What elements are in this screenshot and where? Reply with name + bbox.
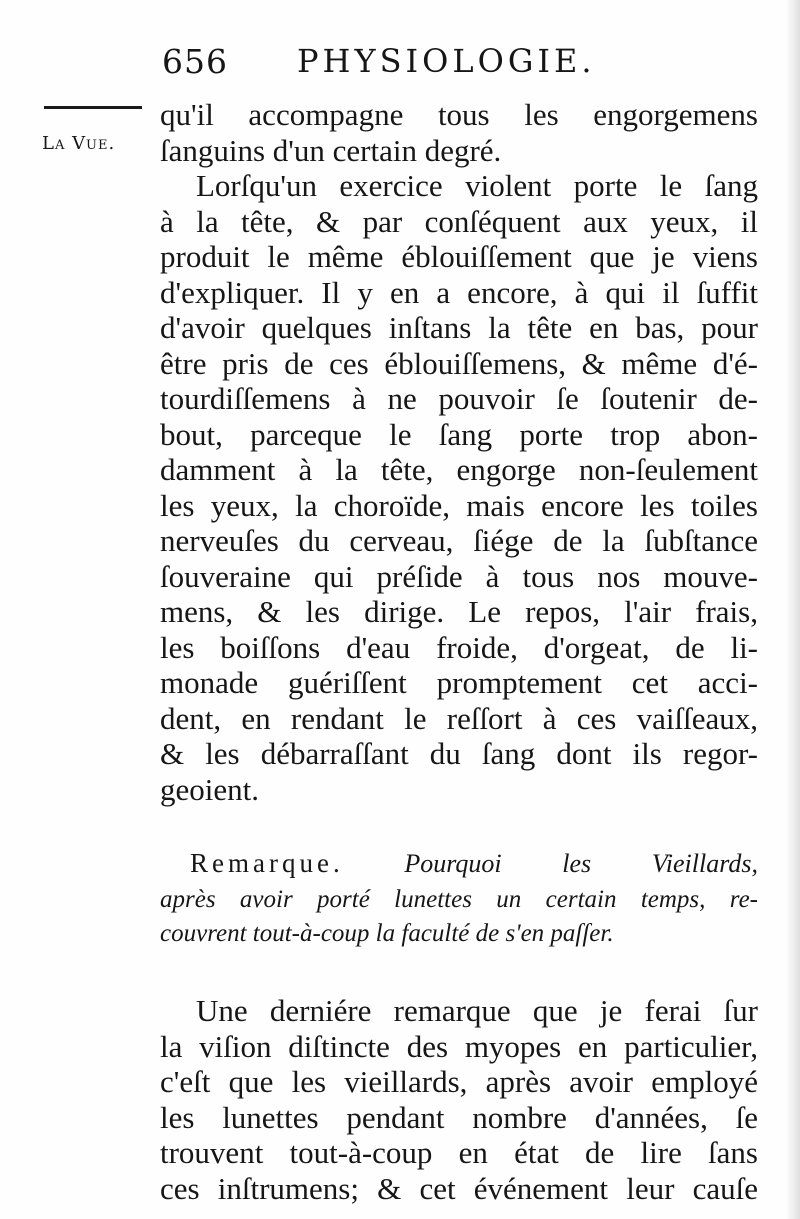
text-line: ces inſtrumens; & cet événement leur cauſe bbox=[160, 1170, 758, 1206]
text-line: à la tête, & par conſéquent aux yeux, il bbox=[160, 203, 758, 239]
remark-lead: Remarque. bbox=[190, 848, 344, 878]
text-line: être pris de ces éblouiſſemens, & même d'é- bbox=[160, 345, 758, 381]
remark-question: Pourquoi les Vieillards, bbox=[404, 849, 758, 878]
text-line: tourdiſſemens à ne pouvoir ſe ſoutenir de- bbox=[160, 381, 758, 416]
text-line: les lunettes pendant nombre d'années, ſe bbox=[160, 1099, 758, 1135]
page-number: 656 bbox=[162, 42, 228, 81]
text-line: geoient. bbox=[160, 771, 259, 807]
text-line: Lorſqu'un exercice violent porte le ſang bbox=[196, 168, 758, 203]
margin-note: La Vue. bbox=[42, 133, 116, 154]
margin-rule bbox=[44, 106, 142, 109]
text-line: damment à la tête, engorge non-ſeulement bbox=[160, 452, 758, 487]
body-text bbox=[160, 97, 758, 1206]
paragraph-gap bbox=[160, 807, 758, 843]
running-title: PHYSIOLOGIE. bbox=[297, 42, 596, 80]
remark-line: couvrent tout-à-coup la faculté de s'en paſſer. bbox=[160, 920, 614, 947]
page-header bbox=[162, 42, 762, 86]
text-line: c'eſt que les vieillards, après avoir employé bbox=[160, 1064, 758, 1099]
text-line: qu'il accompagne tous les engorgemens bbox=[160, 97, 758, 132]
text-line: Une derniére remarque que je ferai ſur bbox=[196, 993, 758, 1028]
text-line: d'expliquer. Il y en a encore, à qui il ſuffit bbox=[160, 274, 758, 310]
text-line: mens, & les dirige. Le repos, l'air frais, bbox=[160, 594, 758, 629]
remark-line: après avoir porté lunettes un certain temps, re- bbox=[160, 886, 758, 913]
paragraph-gap bbox=[160, 951, 758, 993]
text-line: bout, parceque le ſang porte trop abon- bbox=[160, 416, 758, 452]
text-line: trouvent tout-à-coup en état de lire ſans bbox=[160, 1135, 758, 1170]
text-line: nerveuſes du cerveau, ſiége de la ſubſtance bbox=[160, 523, 758, 558]
text-line: dent, en rendant le reſſort à ces vaiſſeaux, bbox=[160, 700, 758, 736]
remark-heading-line bbox=[160, 843, 758, 883]
text-line: ſouveraine qui préſide à tous nos mouve- bbox=[160, 558, 758, 594]
text-line: ſanguins d'un certain degré. bbox=[160, 132, 502, 168]
text-line: la viſion diſtincte des myopes en particulier, bbox=[160, 1028, 758, 1064]
text-line: produit le même éblouiſſement que je viens bbox=[160, 239, 758, 274]
page-edge-shadow bbox=[786, 0, 800, 1219]
text-line: & les débarraſſant du ſang dont ils regor- bbox=[160, 736, 758, 771]
text-line: les boiſſons d'eau froide, d'orgeat, de li- bbox=[160, 629, 758, 665]
text-line: d'avoir quelques inſtans la tête en bas, pour bbox=[160, 310, 758, 345]
text-line: monade guériſſent promptement cet acci- bbox=[160, 665, 758, 700]
text-line: les yeux, la choroïde, mais encore les toiles bbox=[160, 487, 758, 523]
